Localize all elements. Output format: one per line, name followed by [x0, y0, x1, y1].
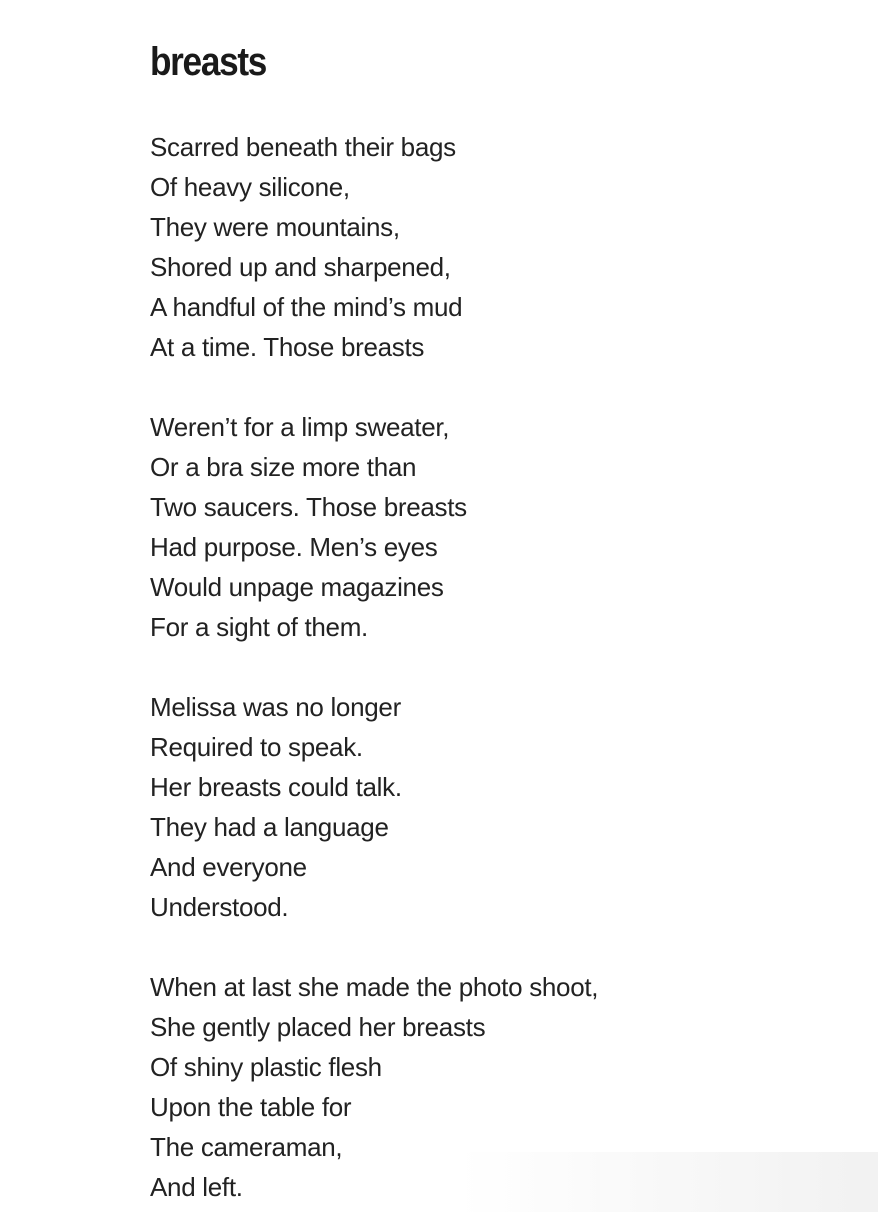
poem-line: Understood.	[150, 892, 289, 922]
poem-line: Scarred beneath their bags	[150, 132, 456, 162]
poem-line: Two saucers. Those breasts	[150, 492, 467, 522]
poem-line: Would unpage magazines	[150, 572, 444, 602]
poem-line: They were mountains,	[150, 212, 400, 242]
poem-title: breasts	[150, 40, 266, 84]
poem-line: A handful of the mind’s mud	[150, 292, 463, 322]
poem-line: And everyone	[150, 852, 307, 882]
poem-line: At a time. Those breasts	[150, 332, 425, 362]
poem-line: When at last she made the photo shoot,	[150, 972, 599, 1002]
stanza-2	[150, 407, 598, 647]
poem-line: Melissa was no longer	[150, 692, 401, 722]
poem-line: Her breasts could talk.	[150, 772, 402, 802]
poem-line: The cameraman,	[150, 1132, 343, 1162]
poem-line: Shored up and sharpened,	[150, 252, 451, 282]
poem-line: Weren’t for a limp sweater,	[150, 412, 450, 442]
poem-line: Had purpose. Men’s eyes	[150, 532, 438, 562]
poem-line: They had a language	[150, 812, 389, 842]
poem-line: She gently placed her breasts	[150, 1012, 486, 1042]
poem-line: Or a bra size more than	[150, 452, 417, 482]
poem-line: Of shiny plastic flesh	[150, 1052, 382, 1082]
stanza-3	[150, 687, 598, 927]
poem	[150, 36, 598, 1207]
stanza-4	[150, 967, 598, 1207]
stanza-1	[150, 127, 598, 367]
poem-line: Upon the table for	[150, 1092, 352, 1122]
poem-line: Of heavy silicone,	[150, 172, 350, 202]
poem-line: For a sight of them.	[150, 612, 368, 642]
poem-line: Required to speak.	[150, 732, 363, 762]
poem-line: And left.	[150, 1172, 243, 1202]
